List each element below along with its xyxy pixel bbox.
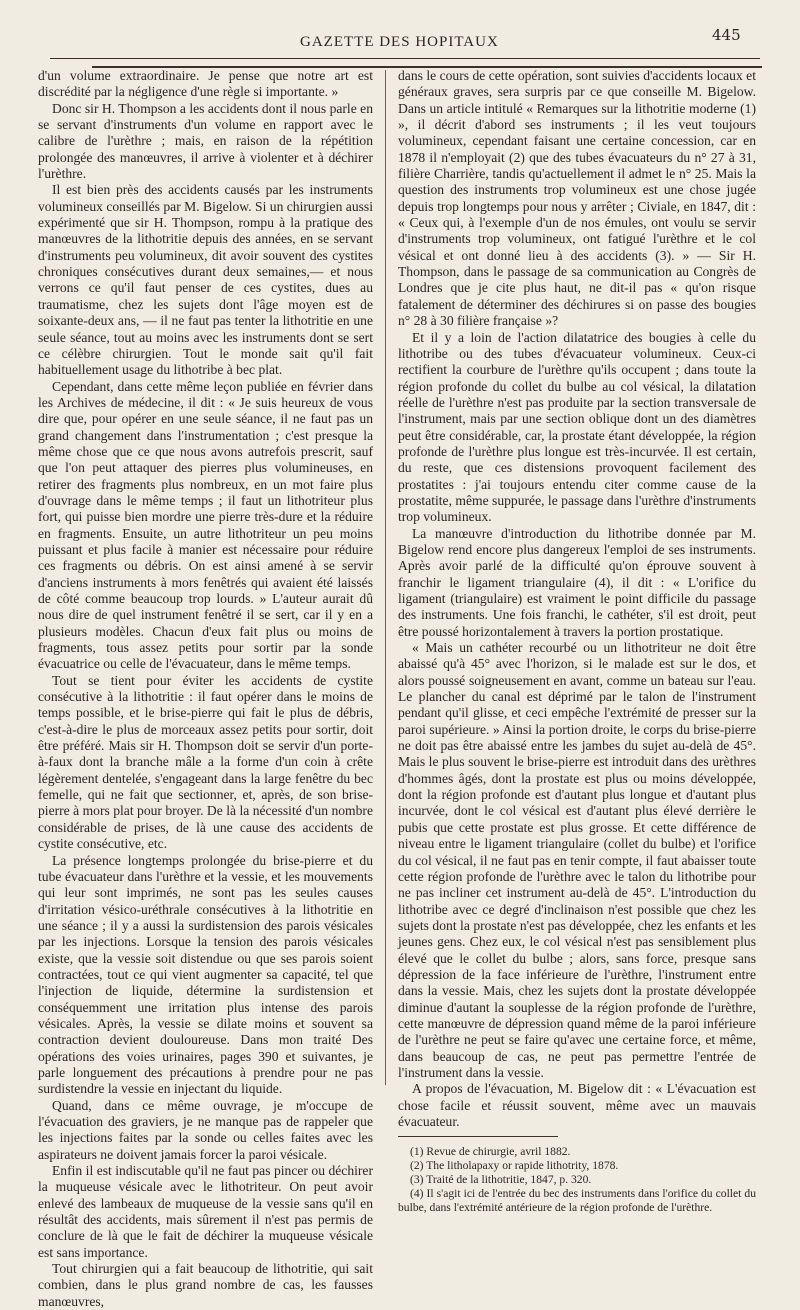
header-rule	[50, 58, 760, 59]
paragraph: La présence longtemps prolongée du brise-pierre et du tube évacuateur dans l'urèthre et la vessie, et les mouvements qui leur sont imprimés, ne sont pas les seules causes d'irritation vésico-uréthrale consécutives à la lithotritie en une séance ; il y a aussi la surdistension des parois vésicales par les injections. Lorsque la tension des parois vésicales existe, que la vessie soit distendue ou que ses parois soient contractées, tout ce qui vient augmenter sa capacité, tel que l'injection de liquide, détermine la surdistension et conséquemment une irritation plus intense des parois vésicales. Après, la vessie se dilate moins et souvent sa contraction devient douloureuse. Dans mon traité Des opérations des voies urinaires, pages 390 et suivantes, je parle longuement des précautions à prendre pour ne pas surdistendre la vessie en injectant du liquide.	[38, 852, 373, 1097]
paragraph: Quand, dans ce même ouvrage, je m'occupe de l'évacuation des graviers, je ne manque pas de rappeler que les injections faites par la sonde ou celles faites avec les aspirateurs ne doivent jamais forcer la paroi vésicale.	[38, 1097, 373, 1162]
paragraph: d'un volume extraordinaire. Je pense que notre art est discrédité par la négligence d'une règle si importante. »	[38, 68, 373, 100]
paragraph: Tout se tient pour éviter les accidents de cystite consécutive à la lithotritie : il faut opérer dans le moins de temps possible, et le brise-pierre qui fait le plus de débris, c'est-à-dire le plus de morceaux assez petits pour sortir, doit être préféré. Mais sir H. Thompson doit se servir d'un porte-à-faux dont la branche mâle a la forme d'un coin à crête légèrement dentelée, s'engageant dans la large fenêtre du bec femelle, qui ne fait que sectionner, et, après, de son brise-pierre à mors plat pour broyer. De là la nécessité d'un nombre considérable de prises, de là une cause des accidents de cystite consécutive, etc.	[38, 672, 373, 852]
paragraph: Cependant, dans cette même leçon publiée en février dans les Archives de médecine, il dit : « Je suis heureux de vous dire que, pour opérer en une seule séance, il ne faut pas un grand changement dans l'instrumentation ; c'est presque la même chose que ce que nous avons autrefois prescrit, sauf que l'on peut attaquer des pierres plus volumineuses, en retirer des fragments plus nombreux, en un mot faire plus d'ouvrage dans le même temps ; il faut un lithotriteur plus fort, qui puisse bien mordre une pierre très-dure et la réduire en fragments. Ensuite, un autre lithotriteur un peu moins puissant et plus facile à manier est nécessaire pour réduire ces fragments ou débris. On est ainsi amené à se servir d'anciens instruments à mors fenêtrés qui avaient été laissés de côté comme beaucoup trop lourds. » L'auteur aurait dû nous dire de quel instrument fenêtré il se sert, car il y en a plusieurs modèles. Chacun d'eux fait plus ou moins de fragments, tous assez petits pour sortir par la sonde évacuatrice ou celle de l'évacuateur, dans le même temps.	[38, 378, 373, 672]
footnotes	[398, 1145, 756, 1215]
paragraph: dans le cours de cette opération, sont suivies d'accidents locaux et généraux graves, sera surpris par ce que conseille M. Bigelow. Dans un article intitulé « Remarques sur la lithotritie moderne (1) », il décrit d'abord ses instruments ; il les veut toujours volumineux, cependant faisant une certaine concession, car en 1878 il n'employait (2) que des tubes évacuateurs du n° 27 à 31, filière Charrière, tandis qu'actuellement il admet le n° 25. Mais la question des instruments trop volumineux est une chose jugée depuis trop longtemps pour nous y arrêter ; Civiale, en 1847, dit : « Ceux qui, à l'exemple d'un de nos émules, ont voulu se servir d'instruments trop volumineux, ont fatigué l'urèthre et le col vésical et ont donné lieu à des accidents (3). » — Sir H. Thompson, dans le passage de sa communication au Congrès de Londres que je cite plus haut, ne dit-il pas « qu'on risque fatalement de déterminer des déchirures si on passe des bougies n° 28 à 30 filière française »?	[398, 68, 756, 329]
footnote: (3) Traité de la lithotritie, 1847, p. 320.	[410, 1173, 592, 1187]
column-divider	[385, 70, 386, 1085]
paragraph: Enfin il est indiscutable qu'il ne faut pas pincer ou déchirer la muqueuse vésicale avec le lithotriteur. On peut avoir enlevé des lambeaux de muqueuse de la vessie sans qu'il en résultât des accidents, mais sûrement il n'est pas permis de conclure de là que le fait de déchirer la muqueuse vésicale est sans importance.	[38, 1163, 373, 1260]
paragraph: Et il y a loin de l'action dilatatrice des bougies à celle du lithotribe ou des tubes d'évacuateur volumineux. Ceux-ci rectifient la courbure de l'urèthre qu'ils occupent ; dans toute la région profonde du collet du bulbe au col vésical, la dilatation réelle de l'urèthre n'est pas produite par la section transversale de l'instrument, mais par une section oblique dont un des diamètres peut être considérable, car, la prostate étant développée, la région profonde de l'urèthre plus longue est très-incurvée. Il est certain, du reste, que ces distensions provoquent facilement des prostatites : j'ai toujours entendu citer comme cause de la prostatite, même suppurée, le passage dans l'urèthre d'instruments trop volumineux.	[398, 329, 756, 525]
footnote: (2) The litholapaxy or rapide lithotrity, 1878.	[410, 1159, 619, 1173]
paragraph: Tout chirurgien qui a fait beaucoup de lithotritie, qui sait combien, dans le plus grand nombre de cas, les fausses manœuvres,	[38, 1261, 373, 1309]
journal-title: GAZETTE DES HOPITAUX	[300, 34, 499, 50]
footnote: (1) Revue de chirurgie, avril 1882.	[410, 1145, 571, 1159]
paragraph: Il est bien près des accidents causés par les instruments volumineux conseillés par M. Bigelow. Si un chirurgien aussi expérimenté que sir H. Thompson, rompu à la pratique des manœuvres de la lithotritie depuis des années, en se servant d'instruments peu volumineux, dit avoir souvent des cystites chroniques consécutives durant deux semaines,— et nous verrons ce qu'il faut penser de ces cystites, dues au traumatisme, chez les sujets dont l'âge moyen est de soixante-deux ans, — il ne faut pas tenter la lithotritie en une seule séance, tout au moins avec les instruments dont se sert ce célèbre chirurgien. Tout le monde sait qu'il fait habituellement usage du lithotribe à bec plat.	[38, 182, 373, 378]
right-column	[398, 68, 756, 1215]
paragraph: A propos de l'évacuation, M. Bigelow dit : « L'évacuation est chose facile et réussit souvent, même avec un mauvais évacuateur.	[398, 1081, 756, 1129]
paragraph: La manœuvre d'introduction du lithotribe donnée par M. Bigelow rend encore plus dangereux l'emploi de ses instruments. Après avoir parlé de la difficulté qu'on éprouve souvent à franchir le ligament triangulaire (4), il dit : « L'orifice du ligament (triangulaire) est vraiment le point difficile du passage des instruments. Une fois franchi, le cathéter, s'il est droit, peut être poussé horizontalement à travers la portion prostatique.	[398, 525, 756, 639]
footnote: (4) Il s'agit ici de l'entrée du bec des instruments dans l'orifice du collet du bulbe, dans l'extrémité antérieure de la région profonde de l'urèthre.	[398, 1187, 756, 1215]
paragraph: Donc sir H. Thompson a les accidents dont il nous parle en se servant d'instruments d'un volume en rapport avec le calibre de l'urèthre ; mais, en raison de la répétition prolongée des manœuvres, il arrive à violenter et à déchirer l'urèthre.	[38, 100, 373, 182]
paragraph: « Mais un cathéter recourbé ou un lithotriteur ne doit être abaissé qu'à 45° avec l'horizon, si le malade est sur le dos, et alors poussé soigneusement en avant, comme un bateau sur l'eau. Le plancher du canal est déprimé par le talon de l'instrument pendant qu'il glisse, et ceci empêche l'extrémité de presser sur la paroi supérieure. » Ainsi la portion droite, le corps du brise-pierre ne doit pas être abaissé entre les jambes du sujet au-delà de 45°. Mais le plus souvent le brise-pierre est introduit dans des urèthres d'hommes âgés, dont la prostate est plus ou moins développée, dont la région profonde est d'autant plus longue et d'autant plus incurvée, dont le col vésical est d'autant plus élevé derrière le pubis que cette prostate est plus grosse. Et cette différence de niveau entre le ligament triangulaire (collet du bulbe) et l'orifice du col vésical, il ne faut pas en tenir compte, il faut abaisser toute cette région profonde de l'urèthre avec le talon du lithotribe pour ne pas incliner cet instrument au-delà de 45°. L'introduction du lithotribe avec ce degré d'inclinaison n'est possible que chez les sujets dont la prostate n'est pas développée, chez les enfants et les jeunes gens. Chez eux, le col vésical n'est pas sensiblement plus élevé que le collet du bulbe ; alors, sans force, presque sans dépression de la face inférieure de l'urèthre, l'instrument entre dans la vessie. Mais, chez les sujets dont la prostate développée diminue d'autant la souplesse de la région profonde de l'urèthre, cette manœuvre de dépression quand même de la paroi inférieure de l'urèthre ne peut se faire qu'avec une certaine force, et même, dans beaucoup de cas, ne peut pas permettre l'entrée de l'instrument dans la vessie.	[398, 640, 756, 1080]
page-number: 445	[712, 26, 741, 44]
left-column	[38, 68, 373, 1310]
page-header	[0, 26, 800, 56]
footnote-rule	[398, 1136, 558, 1137]
